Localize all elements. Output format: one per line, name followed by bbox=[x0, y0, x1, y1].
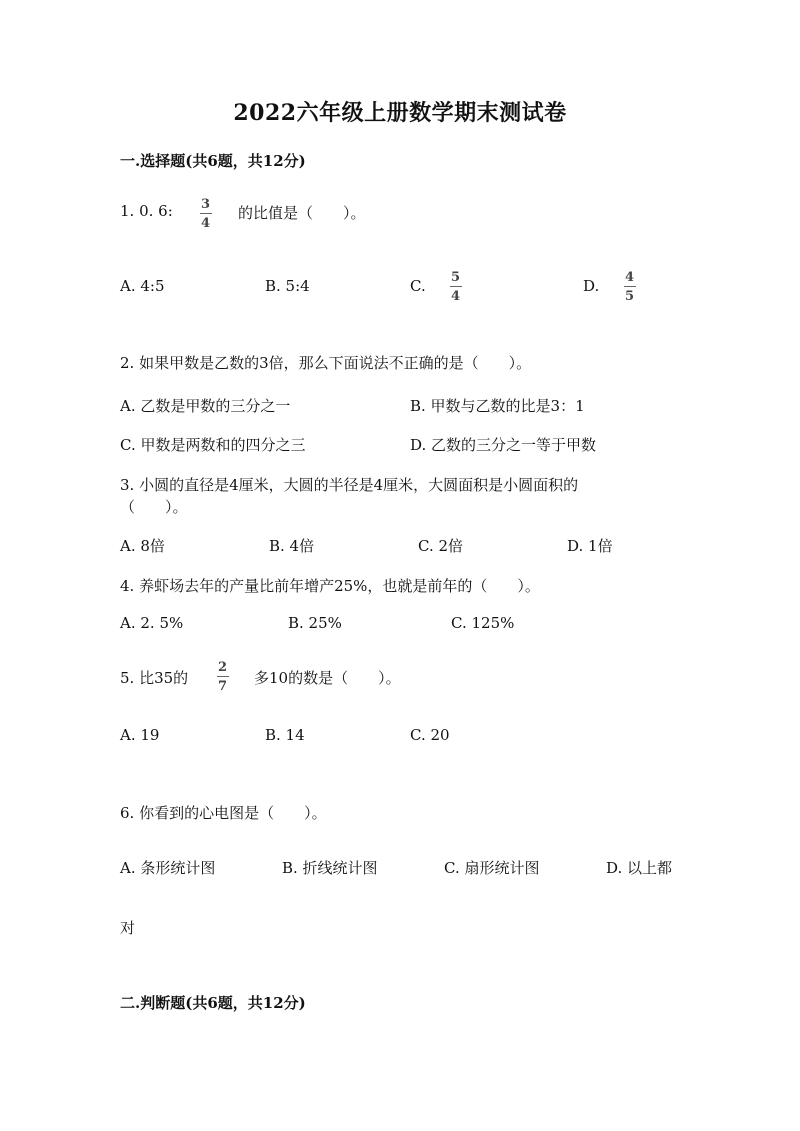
question-4-option-c: C. 125% bbox=[451, 614, 515, 632]
question-5-suffix: 多10的数是（ ）。 bbox=[254, 669, 401, 687]
question-1-option-c-label: C. bbox=[410, 277, 426, 295]
question-3-option-a: A. 8倍 bbox=[120, 537, 165, 555]
question-1-option-b: B. 5:4 bbox=[265, 277, 310, 295]
question-6-text: 6. 你看到的心电图是（ ）。 bbox=[120, 804, 327, 822]
fraction-denominator: 7 bbox=[218, 679, 228, 694]
fraction-numerator: 5 bbox=[451, 270, 461, 285]
question-1-option-a: A. 4:5 bbox=[120, 277, 165, 295]
question-3-option-d: D. 1倍 bbox=[567, 537, 613, 555]
question-2-text: 2. 如果甲数是乙数的3倍，那么下面说法不正确的是（ ）。 bbox=[120, 354, 532, 372]
fraction-numerator: 4 bbox=[625, 270, 635, 285]
question-1-option-c-fraction bbox=[449, 271, 462, 303]
fraction-numerator: 2 bbox=[218, 660, 228, 675]
question-2-option-b: B. 甲数与乙数的比是3：1 bbox=[410, 397, 585, 415]
fraction-denominator: 5 bbox=[625, 289, 635, 304]
section-heading-judge: 二.判断题(共6题，共12分) bbox=[120, 994, 306, 1012]
question-3-line-1: 3. 小圆的直径是4厘米，大圆的半径是4厘米，大圆面积是小圆面积的 bbox=[120, 476, 579, 494]
page-title: 2022六年级上册数学期末测试卷 bbox=[233, 100, 567, 126]
question-6-option-d: D. 以上都 bbox=[606, 859, 673, 877]
section-heading-choice: 一.选择题(共6题，共12分) bbox=[120, 152, 306, 170]
question-3-line-2: （ ）。 bbox=[120, 498, 188, 516]
question-5-option-a: A. 19 bbox=[120, 726, 160, 744]
question-6-option-b: B. 折线统计图 bbox=[282, 859, 378, 877]
question-6-option-a: A. 条形统计图 bbox=[120, 859, 216, 877]
question-1-prefix: 1. 0. 6: bbox=[120, 202, 173, 220]
question-3-option-c: C. 2倍 bbox=[418, 537, 464, 555]
question-5-prefix: 5. 比35的 bbox=[120, 669, 189, 687]
question-1-suffix: 的比值是（ ）。 bbox=[238, 204, 366, 222]
question-1-fraction bbox=[199, 198, 212, 230]
question-1-option-d-fraction bbox=[623, 271, 636, 303]
question-5-option-b: B. 14 bbox=[265, 726, 305, 744]
question-3-option-b: B. 4倍 bbox=[269, 537, 315, 555]
question-2-option-c: C. 甲数是两数和的四分之三 bbox=[120, 436, 306, 454]
question-4-text: 4. 养虾场去年的产量比前年增产25%，也就是前年的（ ）。 bbox=[120, 577, 540, 595]
question-5-fraction bbox=[216, 661, 229, 693]
question-4-option-a: A. 2. 5% bbox=[120, 614, 184, 632]
fraction-denominator: 4 bbox=[451, 289, 461, 304]
question-2-option-d: D. 乙数的三分之一等于甲数 bbox=[410, 436, 597, 454]
question-2-option-a: A. 乙数是甲数的三分之一 bbox=[120, 397, 291, 415]
fraction-denominator: 4 bbox=[201, 216, 211, 231]
question-4-option-b: B. 25% bbox=[288, 614, 342, 632]
question-1-option-d-label: D. bbox=[583, 277, 600, 295]
question-6-option-d-continued: 对 bbox=[120, 919, 136, 937]
fraction-numerator: 3 bbox=[201, 197, 211, 212]
question-6-option-c: C. 扇形统计图 bbox=[444, 859, 540, 877]
question-5-option-c: C. 20 bbox=[410, 726, 450, 744]
